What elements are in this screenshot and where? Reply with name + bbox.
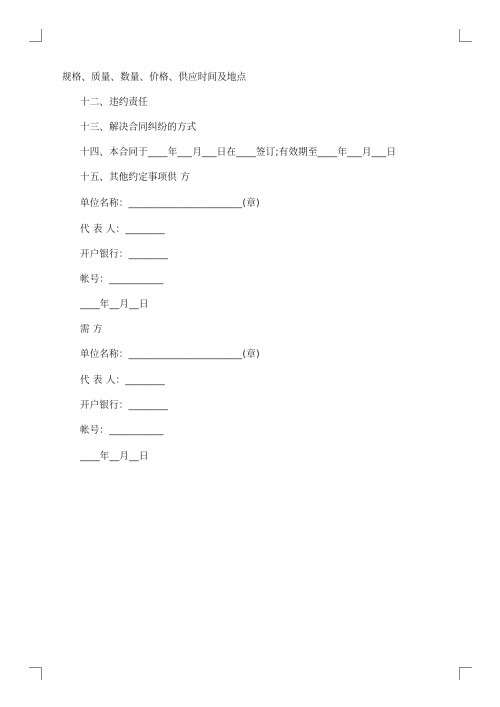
supplier-date-field: ____年__月__日 (80, 299, 149, 310)
buyer-bank-field: 开户银行：________ (80, 400, 169, 411)
crop-mark-top-right (459, 29, 472, 42)
clause-14-signing-validity: 十四、本合同于____年___月___日在____签订;有效期至____年___月___日 (80, 147, 397, 158)
buyer-account-field: 帐号：___________ (80, 425, 164, 436)
supplier-representative-field: 代 表 人：________ (80, 224, 165, 235)
clause-13-dispute-resolution: 十三、解决合同纠纷的方式 (80, 122, 197, 133)
buyer-representative-field: 代 表 人：________ (80, 375, 165, 386)
buyer-unit-name-field: 单位名称：_______________________(章) (80, 349, 260, 360)
clause-15-other-terms-supplier: 十五、其他约定事项供 方 (80, 172, 190, 183)
spec-quality-line: 规格、质量、数量、价格、供应时间及地点 (62, 72, 247, 83)
buyer-date-field: ____年__月__日 (80, 451, 149, 462)
buyer-heading: 需 方 (80, 324, 103, 335)
crop-mark-bottom-right (459, 667, 472, 680)
clause-12-breach-liability: 十二、违约责任 (80, 97, 148, 108)
supplier-account-field: 帐号：___________ (80, 274, 164, 285)
supplier-bank-field: 开户银行：________ (80, 249, 169, 260)
supplier-unit-name-field: 单位名称：_______________________(章) (80, 198, 260, 209)
crop-mark-bottom-left (29, 667, 42, 680)
crop-mark-top-left (29, 29, 42, 42)
